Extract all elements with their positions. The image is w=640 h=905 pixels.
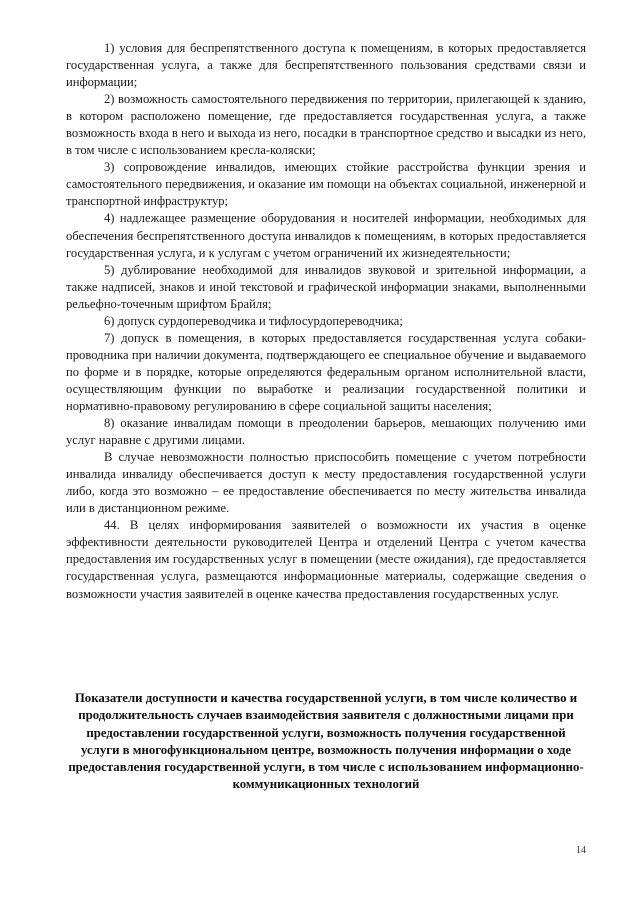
paragraph-item-7: 7) допуск в помещения, в которых предоставляется государственная услуга собаки-проводника при наличии документа, подтверждающего ее специальное обучение и выдаваемого по форме и в порядке, которые определяются федеральным органом исполнительной власти, осуществляющим функции по выработке и реализации государственной политики и нормативно-правовому регулированию в сфере социальной защиты населения; xyxy=(66,330,586,413)
paragraph-item-5: 5) дублирование необходимой для инвалидов звуковой и зрительной информации, а также надписей, знаков и иной текстовой и графической информации знаками, выполненными рельефно-точечным шрифтом Брайля; xyxy=(66,262,586,311)
paragraph-item-1: 1) условия для беспрепятственного доступа к помещениям, в которых предоставляется государственная услуга, а также для беспрепятственного пользования средствами связи и информации; xyxy=(66,41,586,90)
paragraph-inability-case: В случае невозможности полностью приспособить помещение с учетом потребности инвалида инвалиду обеспечивается доступ к месту предоставления государственной услуги либо, когда это возможно – ее предоставление обеспечивается по месту жительства инвалида или в дистанционном режиме. xyxy=(66,450,586,516)
paragraph-item-8: 8) оказание инвалидам помощи в преодолении барьеров, мешающих получению ими услуг наравне с другими лицами. xyxy=(66,416,586,448)
section-heading: Показатели доступности и качества государственной услуги, в том числе количество и продолжительность случаев взаимодействия заявителя с должностными лицами при предоставлении государственной услуги, возможность получения государственной услуги в многофункциональном центре, возможность получения информации о ходе предоставления государственной услуги, в том числе с использованием информационно-коммуникационных технологий xyxy=(68,691,584,792)
paragraph-item-3: 3) сопровождение инвалидов, имеющих стойкие расстройства функции зрения и самостоятельного передвижения, и оказание им помощи на объектах социальной, инженерной и транспортной инфраструктур; xyxy=(66,160,586,209)
page-number: 14 xyxy=(576,845,586,856)
paragraph-44: 44. В целях информирования заявителей о возможности их участия в оценке эффективности деятельности руководителей Центра и отделений Центра с учетом качества предоставления им государственных услуг в помещении (месте ожидания), где предоставляется государственная услуга, размещаются информационные материалы, содержащие сведения о возможности участия заявителей в оценке качества предоставления государственных услуг. xyxy=(66,518,586,601)
body-text xyxy=(66,40,586,603)
paragraph-item-4: 4) надлежащее размещение оборудования и носителей информации, необходимых для обеспечения беспрепятственного доступа инвалидов к помещениям, в которых предоставляется государственная услуга, и к услугам с учетом ограничений их жизнедеятельности; xyxy=(66,211,586,260)
paragraph-item-2: 2) возможность самостоятельного передвижения по территории, прилегающей к зданию, в котором расположено помещение, где предоставляется государственная услуга, а также возможность входа в него и выхода из него, посадки в транспортное средство и высадки из него, в том числе с использованием кресла-коляски; xyxy=(66,92,586,158)
paragraph-item-6: 6) допуск сурдопереводчика и тифлосурдопереводчика; xyxy=(104,313,403,328)
